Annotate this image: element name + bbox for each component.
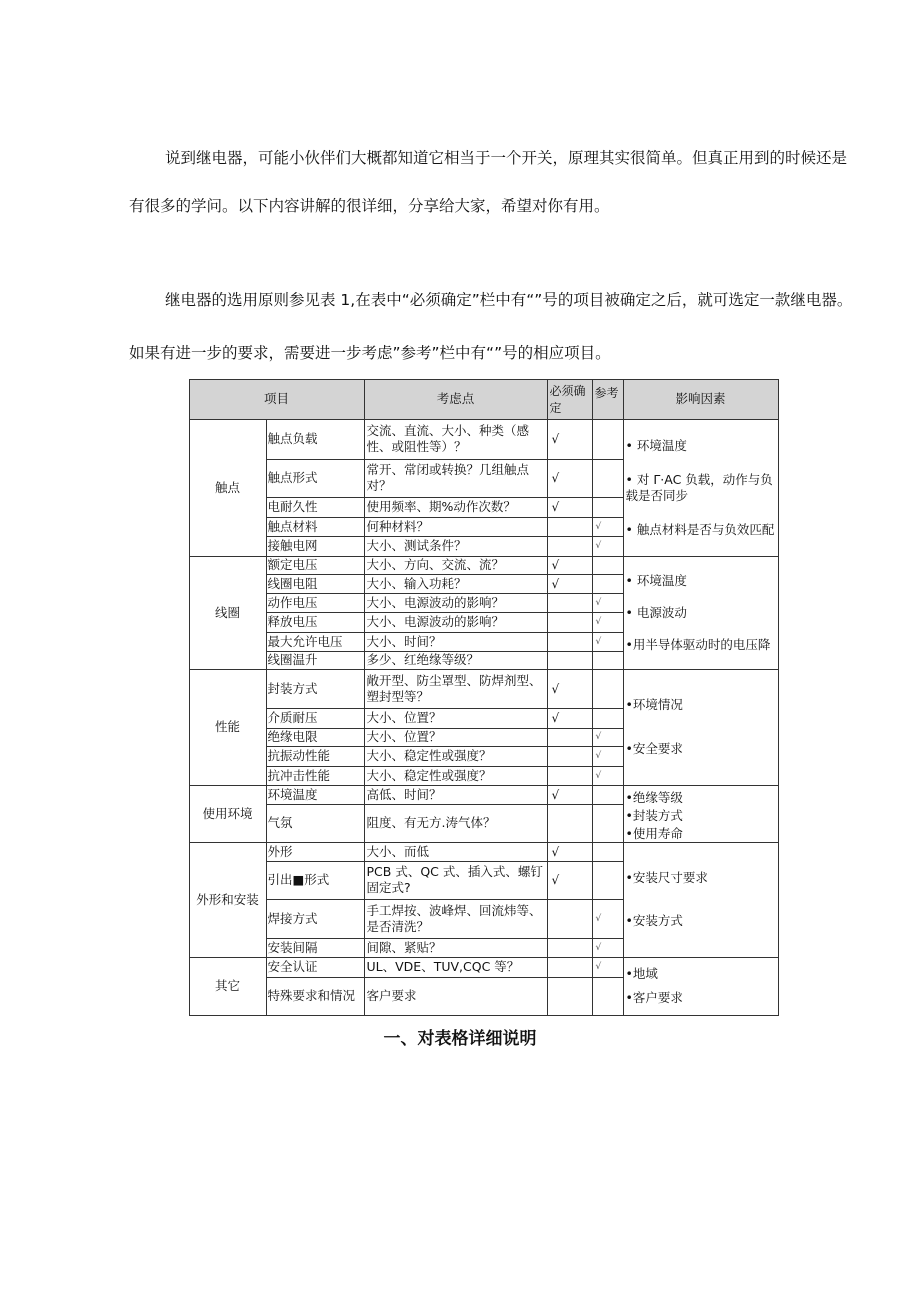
consideration-11: [364, 669, 548, 709]
consideration-6: [364, 574, 548, 594]
reference-mark-9: [592, 632, 624, 652]
required-mark-14: [547, 746, 593, 767]
required-mark-22: [547, 957, 593, 978]
reference-mark-22-text: √: [595, 962, 602, 972]
subitem-17-text: 气氛: [267, 815, 293, 830]
header-consideration-text: 考虑点: [436, 391, 475, 406]
consideration-8: [364, 612, 548, 633]
subitem-13: [266, 728, 365, 747]
required-mark-6: [547, 574, 593, 594]
reference-mark-21: [592, 938, 624, 958]
subitem-14-text: 抗振动性能: [267, 748, 331, 763]
influence-item: •用半导体驱动时的电压降: [625, 636, 771, 652]
intro-paragraph-2-line-1: 继电器的选用原则参见表 1,在表中“必须确定”栏中有“”号的项目被确定之后，就可选定一款继电器。: [165, 291, 853, 309]
reference-mark-14: [592, 746, 624, 767]
header-influence: [623, 379, 779, 420]
reference-mark-16: [592, 785, 624, 805]
consideration-10-text: 多少、红绝缘等级？: [366, 652, 480, 667]
required-mark-10: [547, 651, 593, 670]
influence-block-0: [623, 419, 779, 557]
subitem-5-text: 额定电压: [267, 557, 318, 572]
required-mark-3: [547, 517, 593, 537]
consideration-21: [364, 938, 548, 958]
relay-selection-table: [189, 379, 778, 1016]
reference-mark-17: [592, 804, 624, 843]
category-4-text: 外形和安装: [196, 891, 259, 907]
consideration-5-text: 大小、方向、交流、流？: [366, 557, 505, 572]
required-mark-12-text: √: [551, 711, 560, 725]
category-5-text: 其它: [214, 978, 240, 993]
reference-mark-19: [592, 861, 624, 900]
reference-mark-4-text: √: [595, 541, 602, 551]
subitem-6-text: 线圈电阻: [267, 575, 318, 591]
required-mark-11-text: √: [551, 681, 560, 696]
required-mark-4: [547, 536, 593, 557]
reference-mark-22: [592, 957, 624, 978]
influence-item: •客户要求: [625, 990, 683, 1006]
subitem-21-text: 安装间隔: [267, 939, 318, 955]
consideration-7: [364, 593, 548, 613]
required-mark-2: [547, 497, 593, 518]
consideration-2: [364, 497, 548, 518]
reference-mark-7: [592, 593, 624, 613]
consideration-20-text: 手工焊按、波峰焊、回流炜等、是否清洗？: [366, 902, 542, 934]
influence-item: • 触点材料是否与负效匹配: [625, 521, 775, 537]
subitem-2-text: 电耐久性: [267, 499, 318, 514]
subitem-4: [266, 536, 365, 557]
influence-block-5: [623, 957, 779, 1016]
influence-item: • 对 Γ·AC 负载，动作与负载是否同步: [625, 471, 773, 503]
reference-mark-5: [592, 556, 624, 575]
required-mark-15: [547, 766, 593, 786]
subitem-21: [266, 938, 365, 958]
consideration-4: [364, 536, 548, 557]
consideration-7-text: 大小、电源波动的影响？: [366, 594, 505, 610]
consideration-2-text: 使用频率、期%动作次数？: [366, 499, 516, 514]
influence-item: • 电源波动: [625, 604, 687, 620]
header-consideration: [364, 379, 548, 420]
reference-mark-20-text: √: [595, 913, 602, 924]
consideration-17-text: 阻度、有无方.涛气体？: [366, 815, 496, 830]
required-mark-1: [547, 459, 593, 498]
category-1: [189, 556, 267, 670]
reference-mark-23: [592, 977, 624, 1016]
category-2: [189, 669, 267, 786]
influence-item: • 环境温度: [625, 572, 687, 588]
reference-mark-0: [592, 419, 624, 460]
consideration-15: [364, 766, 548, 786]
consideration-17: [364, 804, 548, 843]
category-3-text: 使用环境: [202, 805, 253, 821]
influence-item: •安全要求: [625, 740, 683, 756]
subitem-12-text: 介质耐压: [267, 710, 318, 725]
subitem-20-text: 焊接方式: [267, 910, 318, 926]
reference-mark-1: [592, 459, 624, 498]
required-mark-5-text: √: [551, 558, 560, 572]
reference-mark-3: [592, 517, 624, 537]
reference-mark-21-text: √: [595, 942, 602, 953]
required-mark-18: [547, 842, 593, 862]
subitem-11-text: 封装方式: [267, 680, 318, 696]
consideration-18-text: 大小、而低: [366, 843, 430, 859]
subitem-22-text: 安全认证: [267, 959, 318, 974]
consideration-1: [364, 459, 548, 498]
consideration-9: [364, 632, 548, 652]
category-4: [189, 842, 267, 958]
header-influence-text: 影响因素: [675, 391, 726, 406]
category-0: [189, 419, 267, 557]
consideration-3-text: 何种材料？: [366, 518, 430, 534]
reference-mark-18: [592, 842, 624, 862]
subitem-5: [266, 556, 365, 575]
subitem-9: [266, 632, 365, 652]
subitem-14: [266, 746, 365, 767]
reference-mark-8-text: √: [595, 617, 602, 627]
subitem-13-text: 绝缘电限: [267, 729, 318, 744]
required-mark-19: [547, 861, 593, 900]
consideration-14: [364, 746, 548, 767]
subitem-1-text: 触点形式: [267, 470, 318, 485]
reference-mark-11: [592, 669, 624, 709]
subitem-9-text: 最大允许电压: [267, 633, 343, 649]
required-mark-1-text: √: [551, 471, 560, 485]
subitem-1: [266, 459, 365, 498]
header-reference: [592, 379, 624, 420]
required-mark-5: [547, 556, 593, 575]
influence-block-4: [623, 842, 779, 958]
influence-item: •封装方式: [625, 807, 683, 823]
subitem-6: [266, 574, 365, 594]
reference-mark-12: [592, 708, 624, 729]
required-mark-12: [547, 708, 593, 729]
header-reference-text: 参考: [594, 385, 619, 400]
required-mark-8: [547, 612, 593, 633]
subitem-23: [266, 977, 365, 1016]
influence-item: •地域: [625, 965, 658, 981]
consideration-13-text: 大小、位置？: [366, 729, 442, 744]
subitem-18: [266, 842, 365, 862]
header-required-text: 必须确定: [549, 383, 586, 415]
subitem-19-text: 引出■形式: [267, 872, 330, 887]
consideration-3: [364, 517, 548, 537]
header-item-text: 项目: [263, 391, 289, 406]
section-heading: 一、对表格详细说明: [383, 1029, 537, 1049]
reference-mark-2: [592, 497, 624, 518]
influence-item: •安装方式: [625, 913, 683, 929]
consideration-22-text: UL、VDE、TUV,CQC 等？: [366, 959, 520, 974]
consideration-11-text: 敞开型、防尘罩型、防焊剂型、塑封型等？: [366, 672, 542, 704]
required-mark-13: [547, 728, 593, 747]
required-mark-6-text: √: [551, 576, 560, 591]
subitem-8-text: 释放电压: [267, 614, 318, 629]
category-3: [189, 785, 267, 843]
consideration-23: [364, 977, 548, 1016]
subitem-10-text: 线圈温升: [267, 652, 318, 667]
required-mark-2-text: √: [551, 500, 560, 514]
required-mark-23: [547, 977, 593, 1016]
subitem-15: [266, 766, 365, 786]
influence-item: •环境情况: [625, 697, 683, 713]
subitem-7: [266, 593, 365, 613]
subitem-18-text: 外形: [267, 843, 293, 859]
subitem-23-text: 特殊要求和情况: [267, 988, 356, 1003]
subitem-15-text: 抗冲击性能: [267, 767, 331, 783]
consideration-0: [364, 419, 548, 460]
subitem-8: [266, 612, 365, 633]
reference-mark-14-text: √: [595, 751, 602, 761]
subitem-16-text: 环境温度: [267, 786, 318, 802]
consideration-6-text: 大小、输入功耗？: [366, 575, 467, 591]
header-item: [189, 379, 365, 420]
header-required: [547, 379, 593, 420]
consideration-22: [364, 957, 548, 978]
consideration-13: [364, 728, 548, 747]
category-5: [189, 957, 267, 1016]
influence-item: •使用寿命: [625, 825, 683, 841]
influence-item: •绝缘等级: [625, 789, 683, 805]
subitem-3: [266, 517, 365, 537]
subitem-22: [266, 957, 365, 978]
influence-block-2: [623, 669, 779, 786]
consideration-9-text: 大小、时间？: [366, 633, 442, 649]
required-mark-18-text: √: [551, 844, 560, 859]
category-2-text: 性能: [214, 719, 240, 734]
subitem-17: [266, 804, 365, 843]
consideration-5: [364, 556, 548, 575]
subitem-0-text: 触点负载: [267, 431, 318, 446]
subitem-7-text: 动作电压: [267, 594, 318, 610]
subitem-10: [266, 651, 365, 670]
required-mark-0-text: √: [551, 432, 560, 446]
required-mark-16-text: √: [551, 787, 560, 802]
reference-mark-7-text: √: [595, 597, 602, 608]
consideration-4-text: 大小、测试条件？: [366, 538, 467, 553]
reference-mark-6: [592, 574, 624, 594]
consideration-15-text: 大小、稳定性或强度？: [366, 767, 492, 783]
consideration-12-text: 大小、位置？: [366, 710, 442, 725]
required-mark-19-text: √: [551, 873, 560, 887]
subitem-16: [266, 785, 365, 805]
consideration-8-text: 大小、电源波动的影响？: [366, 614, 505, 629]
intro-paragraph-2-line-2: 如果有进一步的要求，需要进一步考虑”参考”栏中有“”号的相应项目。: [129, 344, 611, 362]
reference-mark-13: [592, 728, 624, 747]
consideration-18: [364, 842, 548, 862]
subitem-11: [266, 669, 365, 709]
consideration-19-text: PCB 式、QC 式、插入式、螺钉固定式?: [366, 864, 543, 895]
subitem-20: [266, 899, 365, 939]
reference-mark-20: [592, 899, 624, 939]
category-1-text: 线圈: [214, 604, 240, 620]
consideration-21-text: 间隙、紧贴？: [366, 939, 442, 955]
subitem-3-text: 触点材料: [267, 518, 318, 534]
required-mark-21: [547, 938, 593, 958]
influence-block-3: [623, 785, 779, 843]
required-mark-17: [547, 804, 593, 843]
consideration-14-text: 大小、稳定性或强度？: [366, 748, 492, 763]
consideration-0-text: 交流、直流、大小、种类（感性、或阻性等）？: [366, 423, 530, 454]
required-mark-9: [547, 632, 593, 652]
category-0-text: 触点: [214, 479, 240, 495]
reference-mark-4: [592, 536, 624, 557]
subitem-2: [266, 497, 365, 518]
influence-block-1: [623, 556, 779, 670]
subitem-19: [266, 861, 365, 900]
reference-mark-10: [592, 651, 624, 670]
consideration-1-text: 常开、常闭或转换？几组触点对？: [366, 462, 530, 493]
reference-mark-3-text: √: [595, 521, 602, 532]
influence-item: • 环境温度: [625, 437, 687, 453]
required-mark-16: [547, 785, 593, 805]
subitem-0: [266, 419, 365, 460]
consideration-16: [364, 785, 548, 805]
subitem-4-text: 接触电网: [267, 538, 318, 553]
consideration-16-text: 高低、时间？: [366, 786, 442, 802]
reference-mark-8: [592, 612, 624, 633]
reference-mark-15: [592, 766, 624, 786]
subitem-12: [266, 708, 365, 729]
consideration-19: [364, 861, 548, 900]
influence-item: •安装尺寸要求: [625, 869, 708, 885]
required-mark-20: [547, 899, 593, 939]
reference-mark-15-text: √: [595, 770, 602, 781]
reference-mark-9-text: √: [595, 636, 602, 647]
consideration-10: [364, 651, 548, 670]
required-mark-7: [547, 593, 593, 613]
intro-paragraph-1-line-2: 有很多的学问。以下内容讲解的很详细，分享给大家，希望对你有用。: [129, 197, 610, 215]
reference-mark-13-text: √: [595, 732, 602, 742]
consideration-20: [364, 899, 548, 939]
required-mark-11: [547, 669, 593, 709]
intro-paragraph-1-line-1: 说到继电器，可能小伙伴们大概都知道它相当于一个开关，原理其实很简单。但真正用到的时候还是: [165, 149, 848, 167]
consideration-12: [364, 708, 548, 729]
consideration-23-text: 客户要求: [366, 988, 417, 1003]
required-mark-0: [547, 419, 593, 460]
